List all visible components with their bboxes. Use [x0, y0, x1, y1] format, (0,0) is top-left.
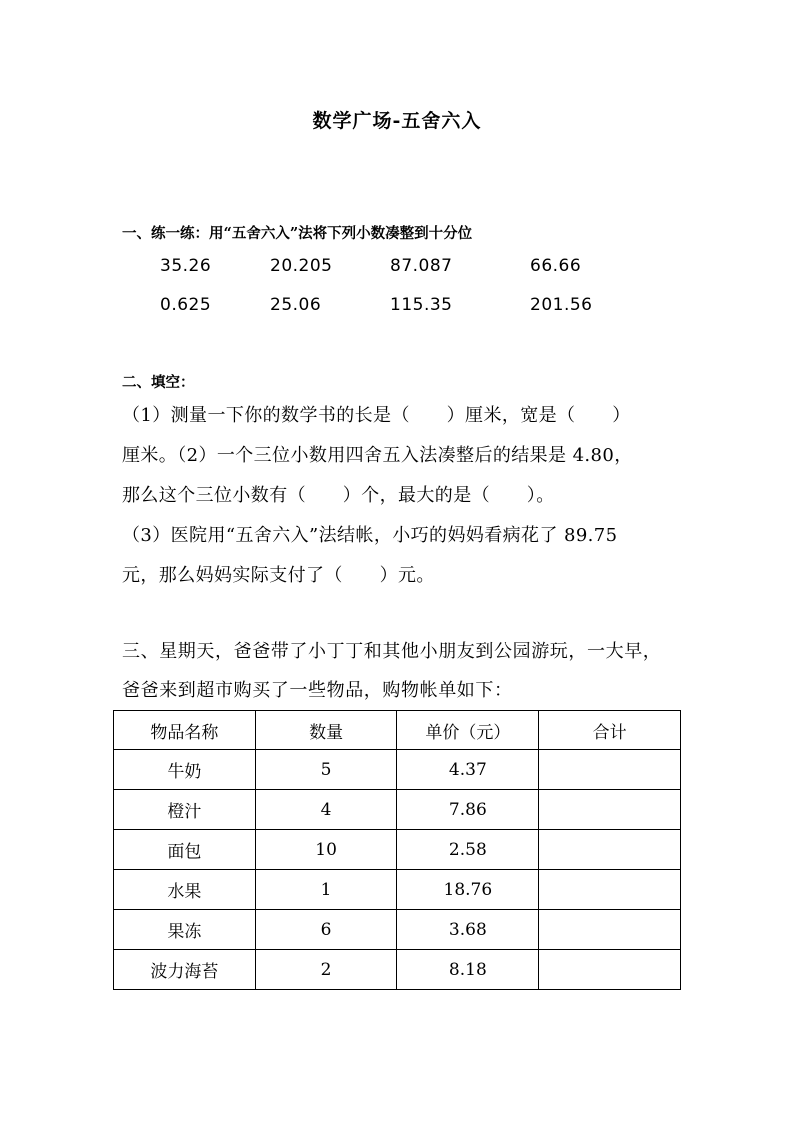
shopping-bill-table [113, 710, 681, 990]
section3-text: 爸爸来到超市购买了一些物品，购物帐单如下： [122, 680, 513, 701]
cell-unit-price: 2.58 [397, 830, 539, 870]
cell-item-name: 橙汁 [114, 790, 256, 830]
number-item: 0.625 [160, 295, 212, 315]
cell-total[interactable] [539, 790, 681, 830]
number-item: 201.56 [530, 295, 593, 315]
fill-blank-line: （1）测量一下你的数学书的长是（ ）厘米，宽是（ ） [122, 405, 631, 426]
cell-item-name: 水果 [114, 870, 256, 910]
table-row [114, 830, 681, 870]
cell-quantity: 1 [255, 870, 397, 910]
table-header-row [114, 711, 681, 750]
cell-quantity: 4 [255, 790, 397, 830]
cell-item-name: 果冻 [114, 910, 256, 950]
fill-blank-line: （3）医院用“五舍六入”法结帐，小巧的妈妈看病花了 89.75 [122, 525, 618, 546]
cell-item-name: 牛奶 [114, 750, 256, 790]
table-row [114, 950, 681, 990]
table-row [114, 790, 681, 830]
number-item: 35.26 [160, 256, 212, 276]
table-row [114, 750, 681, 790]
cell-total[interactable] [539, 830, 681, 870]
page-title: 数学广场-五舍六入 [312, 110, 482, 132]
number-item: 115.35 [390, 295, 453, 315]
cell-quantity: 2 [255, 950, 397, 990]
fill-blank-line: 那么这个三位小数有（ ）个，最大的是（ ）。 [122, 485, 555, 506]
cell-quantity: 5 [255, 750, 397, 790]
fill-blank-line: 元，那么妈妈实际支付了（ ）元。 [122, 565, 435, 586]
header-item-name: 物品名称 [114, 711, 256, 750]
cell-unit-price: 8.18 [397, 950, 539, 990]
header-unit-price: 单价（元） [397, 711, 539, 750]
cell-total[interactable] [539, 950, 681, 990]
cell-item-name: 面包 [114, 830, 256, 870]
header-total: 合计 [539, 711, 681, 750]
fill-blank-line: 厘米。（2）一个三位小数用四舍五入法凑整后的结果是 4.80， [122, 445, 633, 466]
cell-unit-price: 18.76 [397, 870, 539, 910]
cell-quantity: 6 [255, 910, 397, 950]
header-quantity: 数量 [255, 711, 397, 750]
cell-unit-price: 7.86 [397, 790, 539, 830]
table-row [114, 910, 681, 950]
table-row [114, 870, 681, 910]
section1-heading: 一、练一练：用“五舍六入”法将下列小数凑整到十分位 [122, 225, 473, 242]
cell-total[interactable] [539, 910, 681, 950]
number-item: 25.06 [270, 295, 322, 315]
cell-item-name: 波力海苔 [114, 950, 256, 990]
number-item: 87.087 [390, 256, 453, 276]
number-item: 20.205 [270, 256, 333, 276]
section2-heading: 二、填空： [122, 374, 195, 391]
number-item: 66.66 [530, 256, 582, 276]
cell-unit-price: 4.37 [397, 750, 539, 790]
cell-total[interactable] [539, 870, 681, 910]
cell-quantity: 10 [255, 830, 397, 870]
cell-unit-price: 3.68 [397, 910, 539, 950]
section3-text: 三、星期天，爸爸带了小丁丁和其他小朋友到公园游玩，一大早， [122, 641, 662, 662]
cell-total[interactable] [539, 750, 681, 790]
